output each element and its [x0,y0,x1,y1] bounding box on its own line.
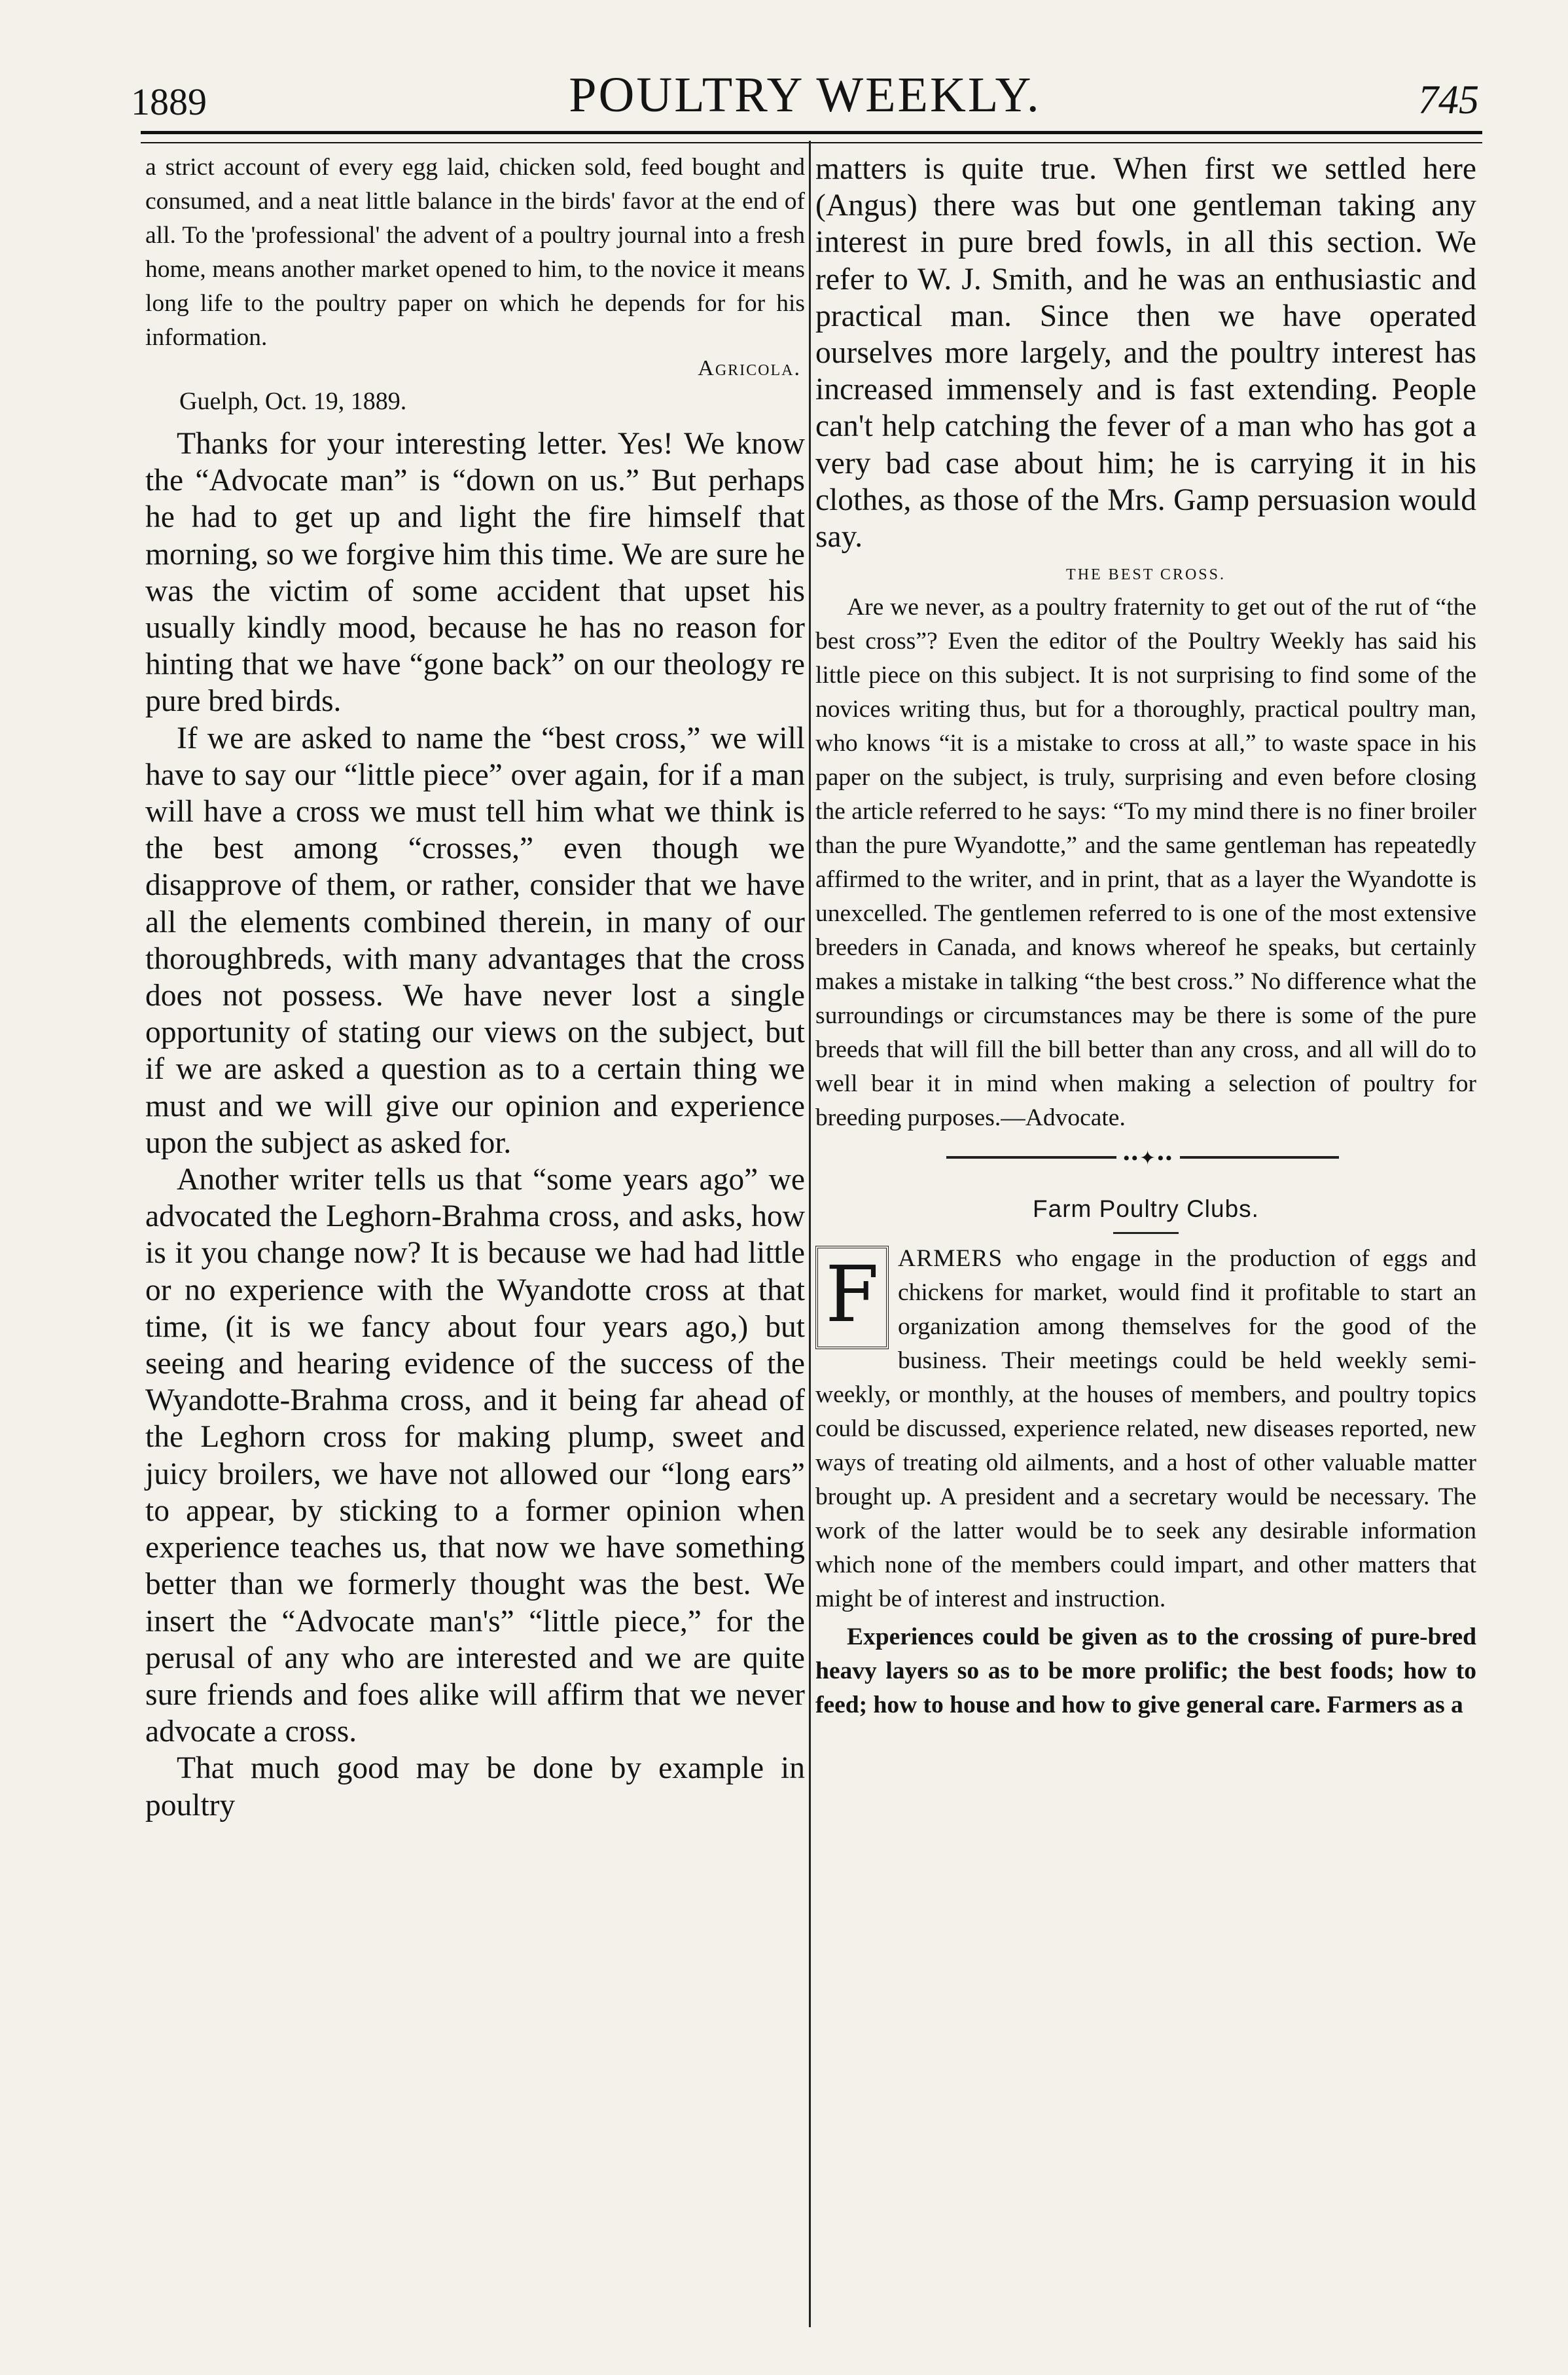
editorial-paragraph: That much good may be done by example in poultry [145,1751,805,1822]
publication-title: POULTRY WEEKLY. [569,67,1041,122]
clubs-opening-paragraph [815,1242,1476,1616]
opening-word: ARMERS [898,1245,1003,1273]
section-title-rule [1113,1232,1179,1234]
header-year: 1889 [131,81,207,123]
clubs-paragraph: Experiences could be given as to the crossing of pure-bred heavy layers so as to be more prolific; the best foods; how to feed; how to house and how to give general care. Farmers as a [815,1623,1476,1719]
letter-place-date: Guelph, Oct. 19, 1889. [179,388,407,415]
left-column [145,151,805,1824]
header-rule [141,131,1482,143]
letter-signature: Agricola. [698,356,801,380]
editorial-paragraph: Thanks for your interesting letter. Yes! We know the “Advocate man” is “down on us.” But perhaps he had to get up and light the fire himself that morning, so we forgive him this time. We are sure he was the victim of some accident that upset his usually kindly mood, because he has no reason for hinting that we have “gone back” on our theology re pure bred birds. [145,427,805,719]
clubs-opening-text: who engage in the production of eggs and chickens for market, would find it profitable to start an organization among themselves for the good of the business. Their meetings could be held weekly semi-weekly, or monthly, at the houses of members, and poultry topics could be discussed, experience related, new diseases reported, new ways of treating old ailments, and a host of other valuable matter brought up. A president and a secretary would be necessary. The work of the latter would be to seek any desirable information which none of the members could impart, and other matters that might be of interest and instruction. [815,1245,1476,1613]
continuation-paragraph: matters is quite true. When first we settled here (Angus) there was but one gentleman taking any interest in pure bred fowls, in all this section. We refer to W. J. Smith, and he was an enthusiastic and practical man. Since then we have operated ourselves more largely, and the poultry interest has increased immensely and is fast extending. People can't help catching the fever of a man who has got a very bad case about him; he is carrying it in his clothes, as those of the Mrs. Gamp persuasion would say. [815,152,1476,554]
editorial-paragraph: If we are asked to name the “best cross,” we will have to say our “little piece” over again, for if a man will have a cross we must tell him what we think is the best among “crosses,” even though we disapprove of them, or rather, consider that we have all the elements combined therein, in many of our thoroughbreds, with many advantages that the cross does not possess. We have never lost a single opportunity of stating our views on the subject, but if we are asked a question as to a certain thing we must and we will give our opinion and experience upon the subject as asked for. [145,721,805,1160]
right-column [815,151,1476,1722]
best-cross-paragraph: Are we never, as a poultry fraternity to get out of the rut of “the best cross”? Even the editor of the Poultry Weekly has said his little piece on this subject. It is not surprising to find some of the novices writing thus, but for a thoroughly, practical poultry man, who knows “it is a mistake to cross at all,” to waste space in his paper on the subject, is truly, surprising and even before closing the article referred to he says: “To my mind there is no finer broiler than the pure Wyandotte,” and the same gentleman has repeatedly affirmed to the writer, and in print, that as a layer the Wyandotte is unexcelled. The gentlemen referred to is one of the most extensive breeders in Canada, and knows whereof he speaks, but certainly makes a mistake in talking “the best cross.” No difference what the surroundings or circumstances may be there is some of the pure breeds that will fill the bill better than any cross, and all will do to well bear it in mind when making a selection of poultry for breeding purposes.—Advocate. [815,594,1476,1132]
section-title: Farm Poultry Clubs. [1033,1195,1259,1223]
page-header [131,60,1479,132]
column-divider [809,141,811,2327]
letter-paragraph: a strict account of every egg laid, chicken sold, feed bought and consumed, and a neat little balance in the birds' favor at the end of all. To the 'professional' the advent of a poultry journal into a fresh home, means another market opened to him, to the novice it means long life to the poultry paper on which he depends for for his information. [145,154,805,351]
section-divider [946,1148,1339,1168]
page-number: 745 [1418,78,1479,122]
best-cross-subheading: THE BEST CROSS. [1066,566,1226,584]
editorial-paragraph: Another writer tells us that “some years ago” we advocated the Leghorn-Brahma cross, and asks, how is it you change now? It is because we had had little or no experience with the Wyandotte cross at that time, (it is we fancy about four years ago,) but seeing and hearing evidence of the success of the Wyandotte-Brahma cross, and it being far ahead of the Leghorn cross for making plump, sweet and juicy broilers, we have not allowed our “long ears” to appear, by sticking to a former opinion when experience teaches us, that now we have something better than we formerly thought was the best. We insert the “Advocate man's” “little piece,” for the perusal of any who are interested and we are quite sure friends and foes alike will affirm that we never advocate a cross. [145,1163,805,1749]
drop-cap: F [815,1246,889,1349]
divider-ornament: ••✦•• [1116,1147,1180,1170]
